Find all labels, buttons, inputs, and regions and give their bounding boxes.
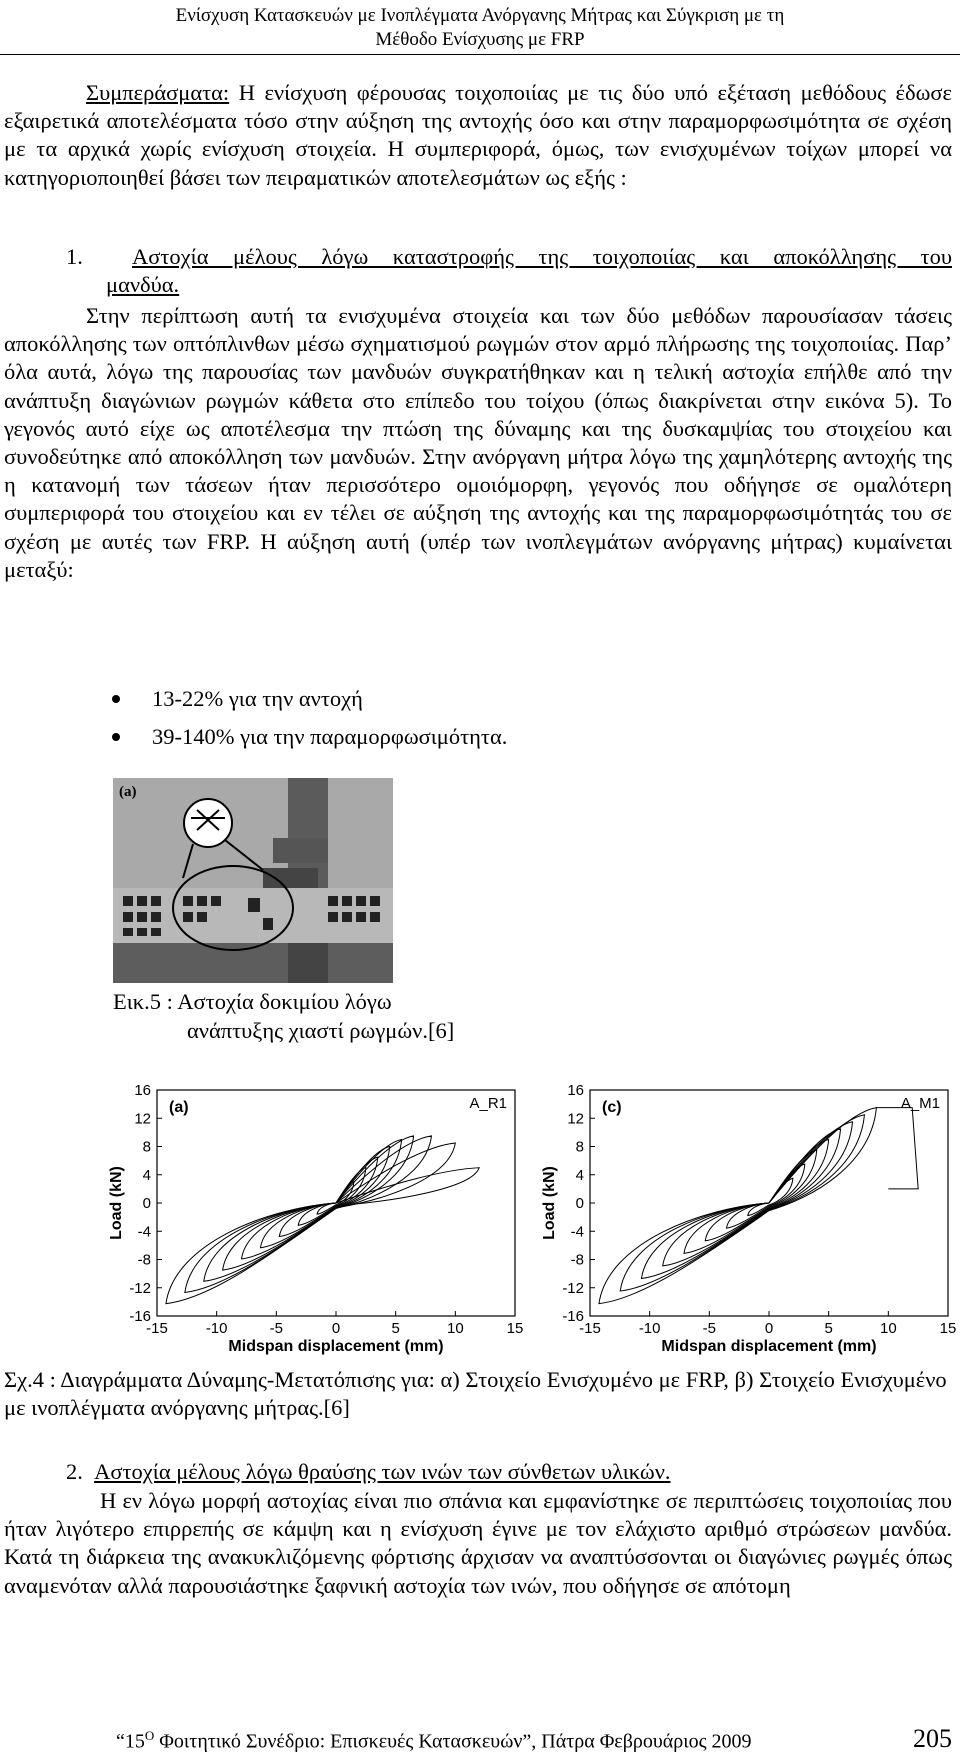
x-tick-label: -10: [205, 1320, 228, 1337]
specimen-photo: [113, 778, 393, 983]
conclusions-paragraph: [4, 79, 952, 192]
y-tick-label: -4: [137, 1223, 151, 1241]
x-tick-label: -15: [579, 1320, 601, 1337]
running-header: [0, 4, 960, 52]
conclusions-label: Συμπεράσματα:: [86, 80, 230, 105]
hysteresis-chart-a: [107, 1078, 547, 1358]
footer-text: [116, 1728, 752, 1754]
hysteresis-loop: [223, 1136, 414, 1270]
y-tick-label: 16: [134, 1082, 151, 1099]
hysteresis-chart-a-svg: [107, 1078, 547, 1358]
x-tick-label: 0: [764, 1320, 774, 1337]
x-tick-label: -15: [146, 1320, 168, 1337]
y-axis-label: Load (kN): [541, 1166, 558, 1240]
x-tick-label: -5: [269, 1320, 284, 1337]
y-tick-label: 16: [567, 1082, 584, 1099]
x-tick-label: -10: [638, 1320, 661, 1337]
item2-heading-text: Αστοχία μέλους λόγω θραύσης των ινών των σύνθετων υλικών.: [94, 1459, 671, 1484]
y-tick-label: 12: [134, 1110, 151, 1128]
conclusions-text: Η ενίσχυση φέρουσας τοιχοποιίας με τις δύο υπό εξέταση μεθόδους έδωσε εξαιρετικά αποτελέσματα τόσο στην αύξηση της αντοχής όσο και στην παραμορφωσιμότητα σε σχέση με τα αρχικά χωρίς ενίσχυση στοιχεία. Η συμπεριφορά, όμως, των ενισχυμένων τοίχων μπορεί να κατηγοριοποιηθεί βάσει των πειραματικών αποτελεσμάτων ως εξής :: [4, 80, 952, 190]
bullet-icon: [112, 695, 120, 703]
y-tick-label: 0: [142, 1195, 151, 1212]
item2-body: Η εν λόγω μορφή αστοχίας είναι πιο σπάνια και εμφανίστηκε σε περιπτώσεις τοιχοποιίας που ήταν λιγότερο επιρρεπής σε κάμψη και η ενίσχυση έγινε με τον ελάχιστο αριθμό στρώσεων μανδύα. Κατά τη διάρκεια της ανακυκλιζόμενης φόρτισης άρχισαν να αναπτύσσονται οι διαγώνιες ρωγμές όπως αναμενόταν αλλά παρουσιάστηκε ξαφνική αστοχία των ινών, που οδήγησε σε απότομη: [4, 1488, 952, 1598]
footer-superscript: Ο: [144, 1728, 155, 1743]
y-tick-label: -16: [129, 1308, 151, 1325]
footer-conference: Φοιτητικό Συνέδριο: Επισκευές Κατασκευών”, Πάτρα Φεβρουάριος 2009: [154, 1730, 752, 1753]
y-tick-label: -16: [562, 1308, 584, 1325]
panel-label: (a): [169, 1099, 189, 1116]
x-tick-label: 10: [446, 1320, 464, 1337]
bullet-list: [88, 680, 507, 756]
header-divider: [0, 54, 960, 55]
x-axis-label: Midspan displacement (mm): [661, 1338, 877, 1355]
item2-heading: [66, 1458, 952, 1486]
item1-heading: [66, 243, 952, 299]
y-tick-label: 8: [575, 1138, 584, 1156]
item1-heading-line2: μανδύα.: [106, 272, 180, 298]
hysteresis-loop: [599, 1108, 876, 1304]
bullet-icon: [112, 733, 120, 741]
x-tick-label: -5: [702, 1320, 717, 1337]
page-number: 205: [913, 1724, 952, 1753]
x-tick-label: 0: [331, 1320, 341, 1337]
y-tick-label: 12: [567, 1110, 584, 1128]
hysteresis-chart-c-svg: [540, 1078, 960, 1358]
hysteresis-loop: [620, 1115, 864, 1291]
x-tick-label: 5: [824, 1320, 833, 1337]
y-tick-label: 4: [575, 1166, 584, 1184]
list-item: [88, 680, 507, 718]
footer-prefix: “15: [116, 1730, 145, 1753]
y-tick-label: -8: [570, 1251, 584, 1269]
y-tick-label: -12: [562, 1279, 584, 1297]
running-header-line2: Μέθοδο Ενίσχυσης με FRP: [375, 29, 585, 50]
photo-caption-line2: ανάπτυξης χιαστί ρωγμών.[6]: [187, 1018, 455, 1043]
item2-number: 2.: [66, 1459, 83, 1484]
y-tick-label: 4: [142, 1166, 151, 1184]
item1-heading-line1: Αστοχία μέλους λόγω καταστροφής της τοιχοποιίας και αποκόλλησης του: [132, 244, 952, 269]
specimen-label: A_R1: [469, 1095, 507, 1112]
panel-label: (c): [602, 1099, 622, 1116]
x-axis-label: Midspan displacement (mm): [228, 1338, 444, 1355]
y-tick-label: -12: [129, 1279, 151, 1297]
hysteresis-loop: [166, 1168, 479, 1304]
running-header-line1: Ενίσχυση Κατασκευών με Ινοπλέγματα Ανόργανης Μήτρας και Σύγκριση με τη: [175, 5, 785, 26]
list-item: [88, 718, 507, 756]
x-tick-label: 10: [879, 1320, 897, 1337]
y-tick-label: 8: [142, 1138, 151, 1156]
x-tick-label: 15: [939, 1320, 957, 1337]
y-axis-label: Load (kN): [108, 1166, 125, 1240]
figure-caption: Σχ.4 : Διαγράμματα Δύναμης-Μετατόπισης για: α) Στοιχείο Ενισχυμένο με FRP, β) Στοιχείο Ενισχυμένο με ινοπλέγματα ανόργανης μήτρας.[6]: [4, 1367, 947, 1420]
x-tick-label: 15: [506, 1320, 524, 1337]
bullet-text: 13-22% για την αντοχή: [152, 686, 363, 711]
bullet-text: 39-140% για την παραμορφωσιμότητα.: [152, 724, 508, 749]
photo-panel-label: (a): [119, 784, 137, 800]
hysteresis-chart-c: [540, 1078, 960, 1358]
failure-branch: [876, 1108, 918, 1189]
specimen-label: A_M1: [900, 1095, 940, 1112]
x-tick-label: 5: [391, 1320, 400, 1337]
y-tick-label: -8: [137, 1251, 151, 1269]
photo-caption-line1: Εικ.5 : Αστοχία δοκιμίου λόγω: [113, 989, 392, 1014]
y-tick-label: -4: [570, 1223, 584, 1241]
item1-number: 1.: [66, 244, 83, 269]
y-tick-label: 0: [575, 1195, 584, 1212]
item1-body: Στην περίπτωση αυτή τα ενισχυμένα στοιχεία και των δύο μεθόδων παρουσίασαν τάσεις αποκόλλησης των οπτόπλινθων μέσω σχηματισμού ρωγμών στον αρμό πλήρωσης της τοιχοποιίας. Παρ’ όλα αυτά, λόγω της παρουσίας των μανδυών συγκρατήθηκαν και η τελική αστοχία επήλθε από την ανάπτυξη διαγώνιων ρωγμών κάθετα στο επίπεδο του τοίχου (όπως διακρίνεται στην εικόνα 5). Το γεγονός αυτό είχε ως αποτέλεσμα την πτώση της δύναμης και της δυσκαμψίας του στοιχείου και συνοδεύτηκε από αποκόλληση των μανδυών. Στην ανόργανη μήτρα λόγω της χαμηλότερης αντοχής της η κατανομή των τάσεων ήταν περισσότερο ομοιόμορφη, γεγονός που οδήγησε σε ομαλότερη συμπεριφορά του στοιχείου και εν τέλει σε αύξηση της αντοχής και της παραμορφωσιμότητάς του σε σχέση με αυτές των FRP. Η αύξηση αυτή (υπέρ των ινοπλεγμάτων ανόργανης μήτρας) κυμαίνεται μεταξύ:: [4, 303, 952, 582]
specimen-photo-image: [113, 778, 393, 983]
